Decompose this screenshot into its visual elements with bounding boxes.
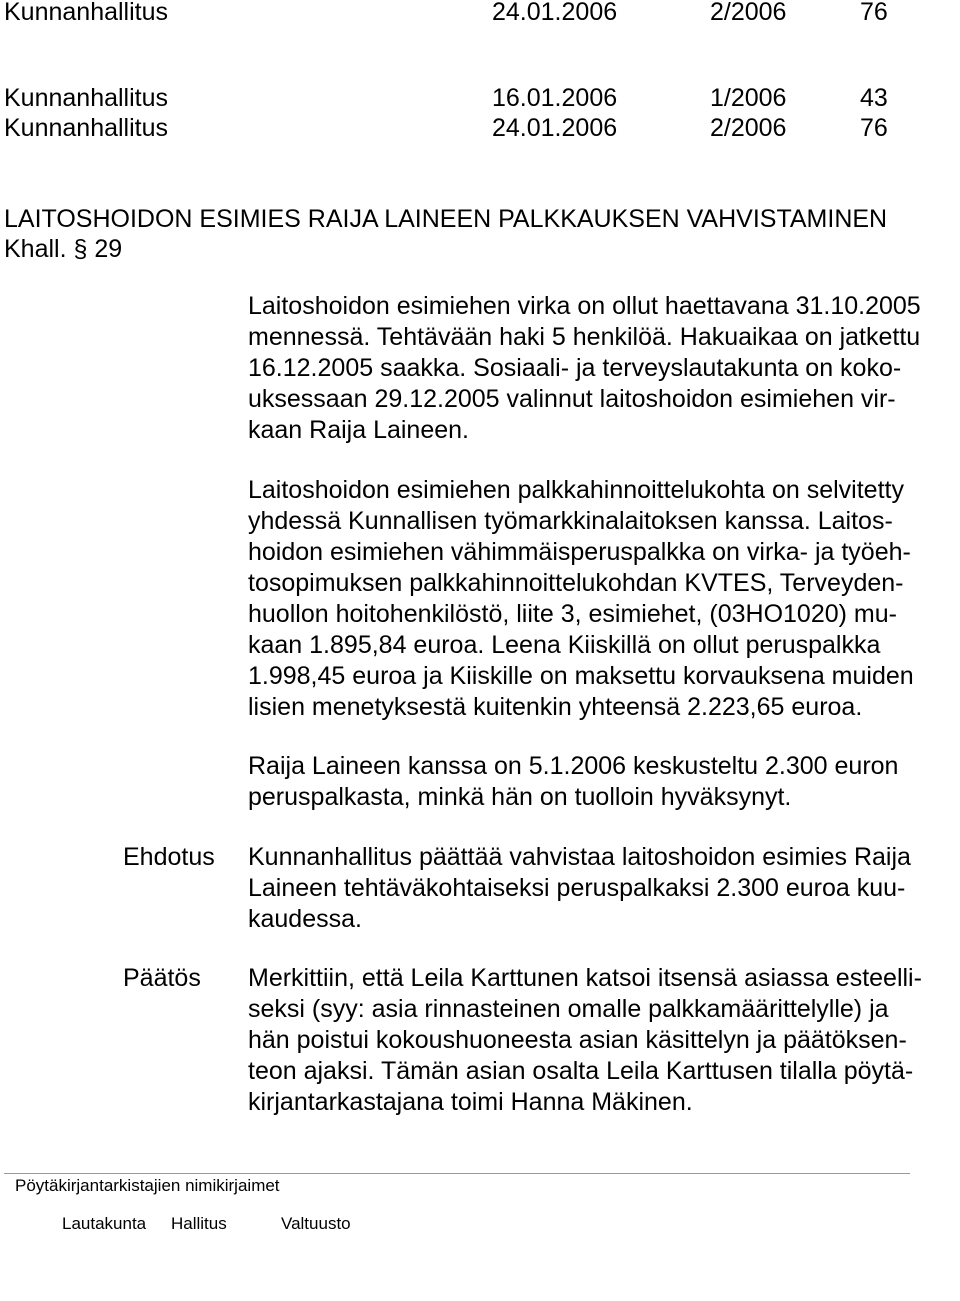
text-line: 1.998,45 euroa ja Kiiskille on maksettu korvauksena muiden [248,662,914,690]
header-number: 2/2006 [710,0,787,26]
text-line: uksessaan 29.12.2005 valinnut laitoshoidon esimiehen vir- [248,385,896,413]
header-page: 43 [860,84,888,112]
text-line: yhdessä Kunnallisen työmarkkinalaitoksen kanssa. Laitos- [248,507,893,535]
text-line: mennessä. Tehtävään haki 5 henkilöä. Hakuaikaa on jatkettu [248,323,921,351]
proposal-label: Ehdotus [123,843,215,871]
text-line: Laitoshoidon esimiehen palkkahinnoittelukohta on selvitetty [248,476,904,504]
footer-caption: Pöytäkirjantarkistajien nimikirjaimet [15,1176,280,1195]
header-number: 2/2006 [710,114,787,142]
text-line: hän poistui kokoushuoneesta asian käsittelyn ja päätöksen- [248,1026,907,1054]
header-body: Kunnanhallitus [4,84,169,112]
header-number: 1/2006 [710,84,787,112]
text-line: teon ajaksi. Tämän asian osalta Leila Karttusen tilalla pöytä- [248,1057,914,1085]
text-line: kaudessa. [248,905,362,933]
text-line: Raija Laineen kanssa on 5.1.2006 keskusteltu 2.300 euron [248,752,899,780]
section-reference: Khall. § 29 [4,235,123,263]
proposal-text [248,842,960,935]
text-line: tosopimuksen palkkahinnoittelukohdan KVTES, Terveyden- [248,569,904,597]
paragraph-background [248,291,960,446]
text-line: 16.12.2005 saakka. Sosiaali- ja terveyslautakunta on koko- [248,354,902,382]
header-page: 76 [860,0,888,26]
text-line: Kunnanhallitus päättää vahvistaa laitoshoidon esimies Raija [248,843,911,871]
header-date: 24.01.2006 [492,0,618,26]
text-line: seksi (syy: asia rinnasteinen omalle palkkamäärittelylle) ja [248,995,889,1023]
header-date: 24.01.2006 [492,114,618,142]
header-page: 76 [860,114,888,142]
footer-col-valtuusto: Valtuusto [281,1214,351,1233]
text-line: Laineen tehtäväkohtaiseksi peruspalkaksi 2.300 euroa kuu- [248,874,906,902]
decision-text [248,963,960,1118]
text-line: peruspalkasta, minkä hän on tuolloin hyväksynyt. [248,783,792,811]
paragraph-agreement [248,751,960,813]
text-line: Merkittiin, että Leila Karttunen katsoi itsensä asiassa esteelli- [248,964,922,992]
text-line: kaan Raija Laineen. [248,416,469,444]
text-line: Laitoshoidon esimiehen virka on ollut haettavana 31.10.2005 [248,292,921,320]
header-body: Kunnanhallitus [4,0,169,26]
footer-col-lautakunta: Lautakunta [62,1214,147,1233]
document-title: LAITOSHOIDON ESIMIES RAIJA LAINEEN PALKKAUKSEN VAHVISTAMINEN [4,205,888,233]
footer-col-hallitus: Hallitus [171,1214,227,1233]
text-line: hoidon esimiehen vähimmäisperuspalkka on virka- ja työeh- [248,538,911,566]
decision-label: Päätös [123,964,201,992]
header-body: Kunnanhallitus [4,114,169,142]
paragraph-salary [248,475,960,723]
text-line: lisien menetyksestä kuitenkin yhteensä 2.223,65 euroa. [248,693,863,721]
text-line: kirjantarkastajana toimi Hanna Mäkinen. [248,1088,693,1116]
header-date: 16.01.2006 [492,84,618,112]
text-line: kaan 1.895,84 euroa. Leena Kiiskillä on ollut peruspalkka [248,631,881,659]
text-line: huollon hoitohenkilöstö, liite 3, esimiehet, (03HO1020) mu- [248,600,897,628]
footer-divider [4,1173,910,1174]
